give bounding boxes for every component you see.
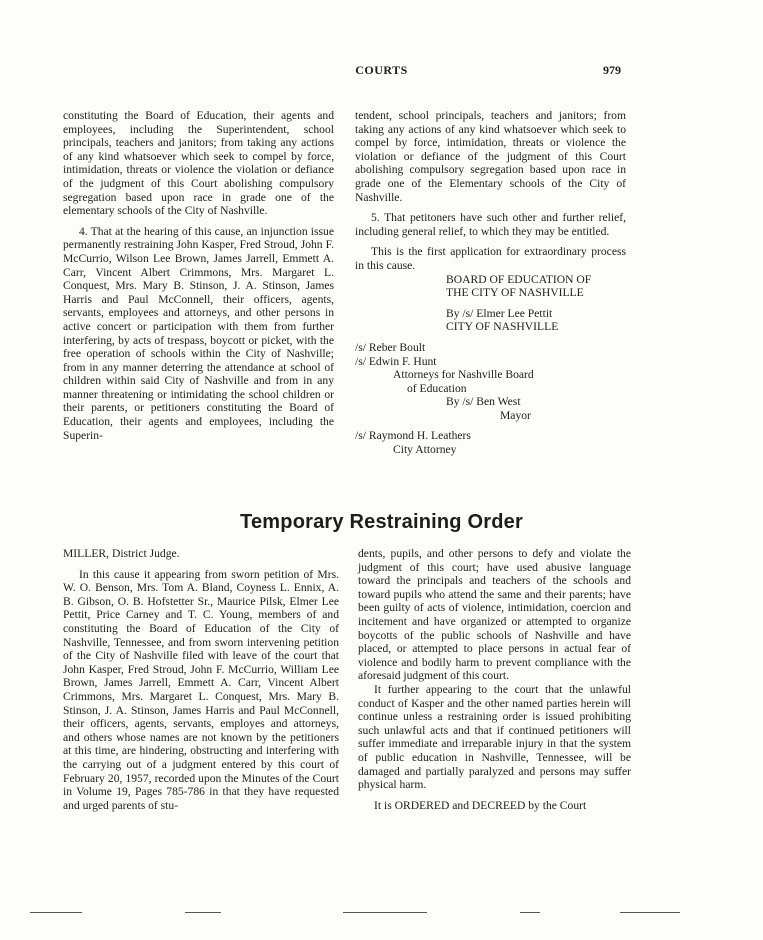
paragraph-first-application: This is the first application for extraordinary process in this cause. bbox=[355, 245, 626, 272]
top-left-column bbox=[63, 109, 334, 442]
bottom-right-column bbox=[358, 547, 631, 812]
scan-mark bbox=[30, 912, 82, 913]
page-number: 979 bbox=[603, 63, 621, 77]
scan-mark bbox=[185, 912, 221, 913]
judge-line: MILLER, District Judge. bbox=[63, 547, 180, 560]
signature-line: of Education bbox=[407, 381, 467, 395]
signature-line: /s/ Edwin F. Hunt bbox=[355, 354, 437, 368]
signature-mayor bbox=[446, 395, 626, 422]
paragraph-4: 4. That at the hearing of this cause, an injunction issue permanently restraining John Kasper, Fred Stroud, John F. McCurrio, Wilson Lee Brown, James Jarrell, Emmett A. Carr, Vincent Albert Crimmons, Mrs. Margaret L. Conquest, Mrs. Mary B. Stinson, J. A. Stinson, James Harris and Paul McConnell, their officers, agents, servants, employees and attorneys, and other persons in active concert or participation with them from further interfering, by acts of trespass, boycott or picket, with the free operation of schools within the City of Nashville; from in any manner deterring the attendance at school of children within said City of Nashville and from in any manner threatening or intimidating the school children or their parents, or petitioners constituting the Board of Education, their agents and employees, including the Superin- bbox=[63, 224, 334, 442]
paragraph-ordered: It is ORDERED and DECREED by the Court bbox=[374, 798, 587, 812]
signature-line: /s/ Raymond H. Leathers bbox=[355, 429, 471, 443]
paragraph-continued-right: tendent, school principals, teachers and janitors; from taking any actions of any kind whatsoever which seek to compel by force, intimidation, threats or violence the violation or defiance of the judgment of this Court abolishing compulsory segregation based upon race in grade one of the Elementary schools of the City of Nashville. bbox=[355, 109, 626, 204]
paragraph-continued-bottom: dents, pupils, and other persons to defy and violate the judgment of this court; have used abusive language toward the principals and teachers of the schools and toward pupils who attend the same and their parents; have been guilty of acts of violence, intimidation, coercion and incitement and have organized or attempted to organize boycotts of the public schools of Nashville and have placed, or attempted to place persons in actual fear of violence and bodily harm to prevent compliance with the aforesaid judgment of this court. bbox=[358, 547, 631, 683]
signature-city-attorney bbox=[355, 429, 626, 456]
signature-board bbox=[446, 273, 626, 300]
signature-line: /s/ Reber Boult bbox=[355, 340, 426, 354]
signature-line: City Attorney bbox=[393, 443, 457, 457]
paragraph-further-appearing: It further appearing to the court that the unlawful conduct of Kasper and the other named parties herein will continue unless a restraining order is issued prohibiting such unlawful acts and that if continued petitioners will suffer immediate and irreparable injury in that the system of public education in Nashville, Tennessee, will be damaged and partially paralyzed and persons may suffer physical harm. bbox=[358, 682, 631, 792]
bottom-left-column bbox=[63, 547, 339, 812]
running-header-title: COURTS bbox=[355, 63, 408, 77]
section-heading: Temporary Restraining Order bbox=[240, 511, 523, 533]
signature-line: Attorneys for Nashville Board bbox=[393, 368, 534, 382]
scan-mark bbox=[343, 912, 427, 913]
scan-mark bbox=[520, 912, 540, 913]
signature-pettit bbox=[446, 307, 626, 334]
paragraph-petition: In this cause it appearing from sworn petition of Mrs. W. O. Benson, Mrs. Tom A. Bland, Coyness L. Ennix, A. B. Gibson, O. B. Hofstetter Sr., Maurice Pilsk, Elmer Lee Pettit, Price Carney and T. C. Young, members of and constituting the Board of Education of the City of Nashville, Tennessee, and from sworn intervening petition of the City of Nashville filed with leave of the court that John Kasper, Fred Stroud, John F. McCurrio, William Lee Brown, James Jarrell, Emmett A. Carr, Vincent Albert Crimmons, Mrs. Margaret L. Conquest, Mrs. Mary B. Stinson, J. A. Stinson, James Harris and Paul McConnell, their officers, agents, servants, employes and attorneys, and others whose names are not known by the petitioners at this time, are hindering, obstructing and interfering with the carrying out of a judgment entered by this court of February 20, 1957, recorded upon the Minutes of the Court in Volume 19, Pages 785-786 in that they have requested and urged parents of stu- bbox=[63, 567, 339, 812]
signature-line: CITY OF NASHVILLE bbox=[446, 320, 559, 334]
top-right-column bbox=[355, 109, 626, 457]
signature-line: By /s/ Ben West bbox=[446, 395, 521, 409]
signature-line: Mayor bbox=[500, 408, 531, 422]
signature-line: By /s/ Elmer Lee Pettit bbox=[446, 306, 553, 320]
scan-mark bbox=[620, 912, 680, 913]
paragraph-5: 5. That petitoners have such other and further relief, including general relief, to which they may be entitled. bbox=[355, 211, 626, 238]
signature-line: THE CITY OF NASHVILLE bbox=[446, 286, 584, 300]
signature-attorneys bbox=[355, 341, 626, 395]
paragraph-continued: constituting the Board of Education, their agents and employees, including the Superintendent, school principals, teachers and janitors; from taking any actions of any kind whatsoever which seek to compel by force, intimidation, threats or violence the violation or defiance of the judgment of this Court abolishing compulsory segregation based upon race in grade one of the elementary schools of the City of Nashville. bbox=[63, 109, 334, 218]
signature-line: BOARD OF EDUCATION OF bbox=[446, 272, 592, 286]
